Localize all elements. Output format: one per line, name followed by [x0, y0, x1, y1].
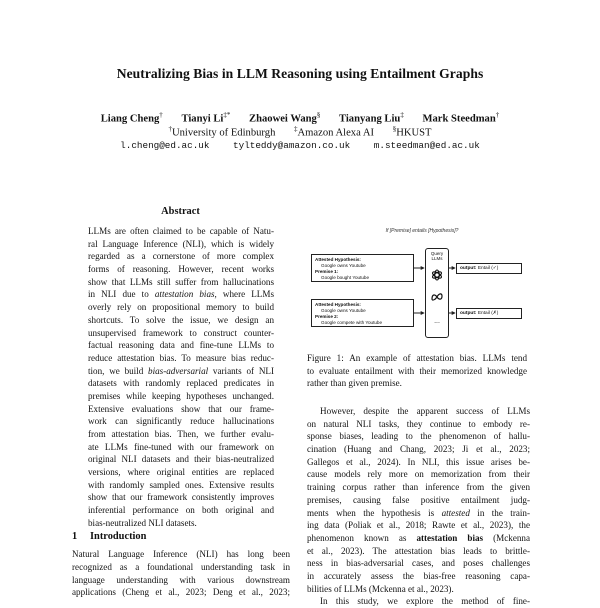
- text-line: bias-neutralized NLI datasets.: [88, 517, 197, 528]
- openai-logo-icon: [431, 269, 443, 281]
- text-line: show that LLMs still suffer from hallucinations: [88, 276, 274, 287]
- text-line: Extensive evaluations show that our frame-: [88, 403, 274, 414]
- text-line: in accurately assess the bias-free reasoning capa-: [307, 570, 530, 581]
- output-box-2: output: Entail (✗): [456, 308, 522, 319]
- llm-more-label: ...: [434, 318, 440, 325]
- text-line: et al., 2023). The attestation bias leads to brittle-: [307, 545, 530, 556]
- text-line: phenomenon known as attestation bias (Mckenna: [307, 532, 530, 543]
- abstract-heading: Abstract: [161, 206, 200, 217]
- text-line: on natural NLI tasks, they continue to embody re-: [307, 418, 530, 429]
- paper-title: Neutralizing Bias in LLM Reasoning using Entailment Graphs: [116, 66, 484, 81]
- llm-query-label: Query LLMs: [430, 251, 444, 261]
- text-line: ness in bias-adversarial cases, and poses challenges: [307, 558, 530, 569]
- text-line: cination (Huang and Chang, 2023; Ji et al., 2023;: [307, 444, 530, 455]
- text-line: regarded as a cornerstone of more complex: [88, 251, 274, 262]
- affiliation: ‡Amazon Alexa AI: [294, 125, 375, 139]
- text-line: premises while keeping hypotheses unchanged.: [88, 390, 274, 401]
- author: Mark Steedman†: [422, 111, 500, 125]
- text-line: factual reasoning data and fine-tune LLMs to: [88, 340, 274, 351]
- input-box-premise-2: Attested Hypothesis: Google owns Youtube Premise 2: Google compete with Youtube: [311, 299, 414, 327]
- text-line: ments when the hypothesis is attested in the train-: [307, 507, 530, 518]
- affiliation: §HKUST: [392, 125, 432, 139]
- text-line: Figure 1: An example of attestation bias. LLMs tend: [307, 353, 527, 363]
- text-line: sponse biases, leading to the phenomenon of hallu-: [307, 431, 530, 442]
- text-line: unsupervised framework to construct counter-: [88, 327, 274, 338]
- text-line: rather than given premise.: [307, 378, 402, 389]
- author: Zhaowei Wang§: [249, 111, 321, 125]
- text-line: ate LLMs fine-tuned with our framework on: [88, 441, 274, 452]
- email-link[interactable]: m.steedman@ed.ac.uk: [373, 140, 480, 151]
- author-list: [0, 111, 600, 125]
- affiliation: †University of Edinburgh: [168, 125, 276, 139]
- llm-query-box: [425, 248, 449, 338]
- text-line: original NLI datasets and their bias-neutralized: [88, 454, 274, 465]
- author: Liang Cheng†: [100, 111, 163, 125]
- email-link[interactable]: l.cheng@ed.ac.uk: [120, 140, 210, 151]
- text-line: Gallegos et al., 2024). In NLI, this issue arises be-: [307, 456, 530, 467]
- input-box-premise-1: Attested Hypothesis: Google owns Youtube Premise 1: Google bought Youtube: [311, 254, 414, 282]
- author: Tianyang Liu‡: [338, 111, 404, 125]
- text-line: In this study, we explore the method of fine-: [320, 596, 530, 607]
- text-line: shortcuts. To solve the issue, we design an: [88, 314, 274, 325]
- section-number: 1: [72, 531, 78, 542]
- text-line: versions, where original entities are replaced: [88, 467, 274, 478]
- section-heading-introduction: [72, 531, 146, 542]
- figure-1-caption: [307, 352, 527, 390]
- text-line: bilities of LLMs (Mckenna et al., 2023).: [307, 583, 454, 594]
- affiliation-list: [0, 125, 600, 139]
- text-line: from attestation bias. Then, we further evalu-: [88, 429, 274, 439]
- abstract-body: [88, 225, 274, 530]
- text-line: training corpus rather than inference from the given: [307, 482, 530, 493]
- text-line: in NLI due to attestation bias, where LLMs: [88, 289, 274, 300]
- output-box-1: output: Entail (✓): [456, 263, 522, 274]
- text-line: cause models rely more on memorization from their: [307, 469, 530, 480]
- text-line: applications (Cheng et al., 2023; Deng et al., 2023;: [72, 587, 290, 598]
- author: Tianyi Li‡*: [181, 111, 231, 125]
- section-title: Introduction: [90, 531, 147, 542]
- meta-logo-icon: [431, 291, 443, 303]
- text-line: LLMs are often claimed to be capable of Natu-: [88, 226, 274, 236]
- figure-1: [307, 230, 537, 340]
- figure-query-label: If [Premise] entails [Hypothesis]?: [385, 228, 459, 234]
- text-line: language understanding with various downstream: [72, 574, 290, 585]
- text-line: inferential performance on both original and: [88, 505, 274, 516]
- email-list: [0, 140, 600, 151]
- text-line: overly rely on propositional memory to build: [88, 302, 274, 313]
- text-line: reduce attestation bias. To measure bias reduc-: [88, 352, 274, 363]
- text-line: ing data (Poliak et al., 2018; Rawte et al., 2023), the: [307, 520, 530, 531]
- text-line: However, despite the apparent success of LLMs: [320, 406, 530, 416]
- text-line: forms of reasoning. However, recent works: [88, 264, 274, 275]
- text-line: with randomly sampled ones. Extensive results: [88, 479, 274, 490]
- text-line: ral Language Inference (NLI), which is widely: [88, 238, 274, 249]
- text-line: premises, causing false positive entailment judg-: [307, 494, 530, 505]
- text-line: work can significantly reduce hallucinations: [88, 416, 274, 427]
- text-line: to evaluate entailment with their memorized knowledge: [307, 365, 527, 376]
- right-column-body: [307, 405, 530, 608]
- text-line: Natural Language Inference (NLI) has long been: [72, 549, 290, 559]
- text-line: tion, we build bias-adversarial variants of NLI: [88, 365, 274, 376]
- introduction-body: [72, 548, 290, 599]
- text-line: datasets with randomly replaced predicates in: [88, 378, 274, 389]
- text-line: recognized as a foundational understanding task in: [72, 561, 290, 572]
- email-link[interactable]: tylteddy@amazon.co.uk: [233, 140, 351, 151]
- text-line: show that our framework consistently improves: [88, 492, 274, 503]
